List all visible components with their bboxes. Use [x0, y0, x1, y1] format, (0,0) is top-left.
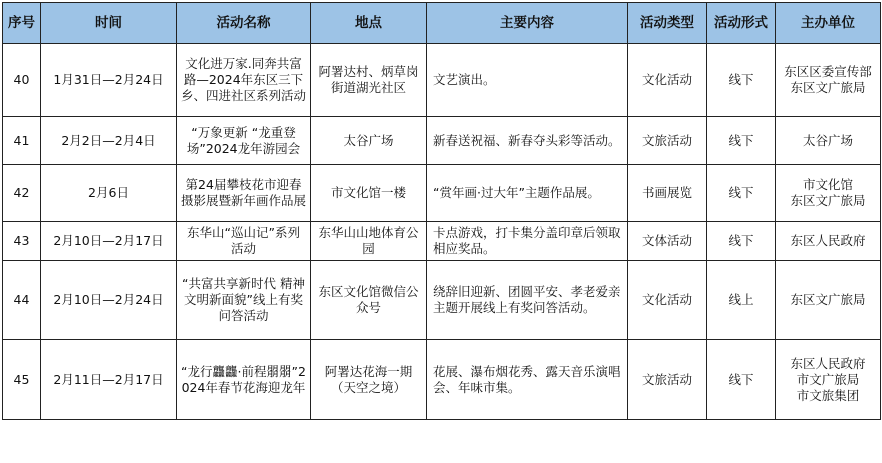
cell-name: 文化进万家.同奔共富路—2024年东区三下乡、四进社区系列活动	[177, 44, 311, 117]
cell-place: 太谷广场	[311, 117, 427, 165]
header-org: 主办单位	[776, 3, 881, 44]
cell-time: 2月11日—2月17日	[41, 340, 177, 420]
cell-place: 东华山山地体育公园	[311, 222, 427, 261]
header-type: 活动类型	[628, 3, 707, 44]
table-row	[3, 261, 881, 340]
cell-seq: 41	[3, 117, 41, 165]
cell-type: 文旅活动	[628, 117, 707, 165]
events-table	[2, 2, 881, 420]
cell-form: 线下	[707, 117, 776, 165]
cell-form: 线上	[707, 261, 776, 340]
cell-form: 线下	[707, 44, 776, 117]
cell-form: 线下	[707, 340, 776, 420]
cell-time: 1月31日—2月24日	[41, 44, 177, 117]
cell-type: 文体活动	[628, 222, 707, 261]
cell-place: 东区文化馆微信公众号	[311, 261, 427, 340]
cell-content: “赏年画·过大年”主题作品展。	[427, 165, 628, 222]
cell-org: 市文化馆 东区文广旅局	[776, 165, 881, 222]
cell-seq: 40	[3, 44, 41, 117]
cell-seq: 43	[3, 222, 41, 261]
header-place: 地点	[311, 3, 427, 44]
header-content: 主要内容	[427, 3, 628, 44]
cell-place: 市文化馆一楼	[311, 165, 427, 222]
cell-form: 线下	[707, 165, 776, 222]
table-row	[3, 340, 881, 420]
cell-time: 2月2日—2月4日	[41, 117, 177, 165]
table-row	[3, 165, 881, 222]
table-row	[3, 222, 881, 261]
cell-type: 文化活动	[628, 44, 707, 117]
header-time: 时间	[41, 3, 177, 44]
cell-org: 东区人民政府 市文广旅局 市文旅集团	[776, 340, 881, 420]
cell-name: 东华山“巡山记”系列活动	[177, 222, 311, 261]
cell-time: 2月6日	[41, 165, 177, 222]
table-row	[3, 44, 881, 117]
cell-org: 东区文广旅局	[776, 261, 881, 340]
cell-seq: 44	[3, 261, 41, 340]
cell-type: 文化活动	[628, 261, 707, 340]
header-name: 活动名称	[177, 3, 311, 44]
table-row	[3, 117, 881, 165]
cell-org: 东区区委宣传部 东区文广旅局	[776, 44, 881, 117]
cell-place: 阿署达花海一期（天空之境）	[311, 340, 427, 420]
header-row	[3, 3, 881, 44]
header-form: 活动形式	[707, 3, 776, 44]
cell-content: 绕辞旧迎新、团圆平安、孝老爱亲主题开展线上有奖问答活动。	[427, 261, 628, 340]
cell-org: 太谷广场	[776, 117, 881, 165]
cell-name: “共富共享新时代 精神文明新面貌”线上有奖问答活动	[177, 261, 311, 340]
cell-content: 花展、瀑布烟花秀、露天音乐演唱会、年味市集。	[427, 340, 628, 420]
cell-time: 2月10日—2月24日	[41, 261, 177, 340]
cell-name: 第24届攀枝花市迎春摄影展暨新年画作品展	[177, 165, 311, 222]
cell-content: 文艺演出。	[427, 44, 628, 117]
cell-org: 东区人民政府	[776, 222, 881, 261]
cell-content: 卡点游戏，打卡集分盖印章后领取相应奖品。	[427, 222, 628, 261]
cell-name: “龙行龘龘·前程朤朤”2024年春节花海迎龙年	[177, 340, 311, 420]
cell-type: 书画展览	[628, 165, 707, 222]
cell-form: 线下	[707, 222, 776, 261]
header-seq: 序号	[3, 3, 41, 44]
cell-seq: 42	[3, 165, 41, 222]
cell-place: 阿署达村、炳草岗街道湖光社区	[311, 44, 427, 117]
cell-type: 文旅活动	[628, 340, 707, 420]
cell-content: 新春送祝福、新春夺头彩等活动。	[427, 117, 628, 165]
cell-seq: 45	[3, 340, 41, 420]
cell-name: “万象更新 “龙重登场”2024龙年游园会	[177, 117, 311, 165]
cell-time: 2月10日—2月17日	[41, 222, 177, 261]
